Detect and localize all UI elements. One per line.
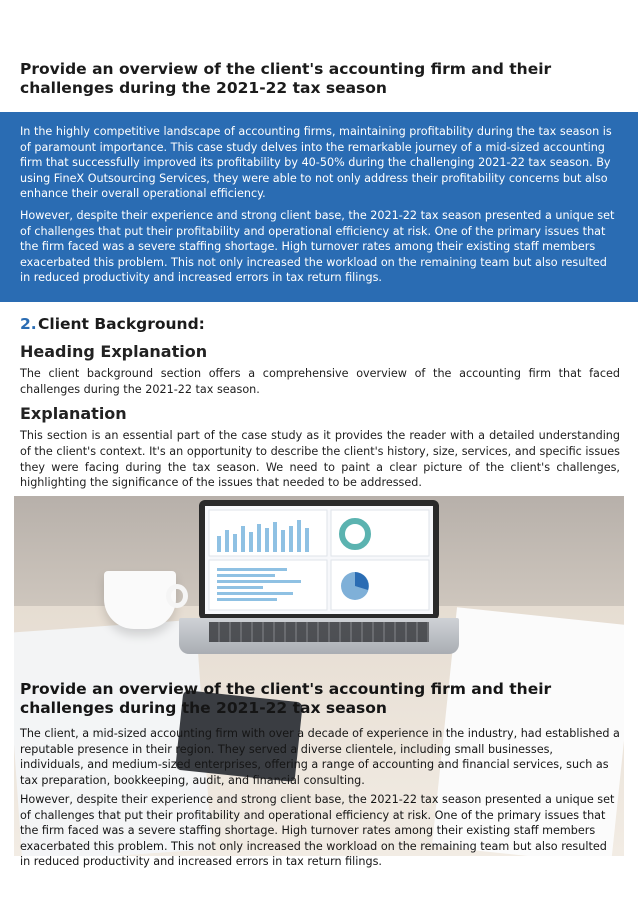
section-number: 2. [20, 315, 37, 333]
coffee-cup-icon [104, 571, 176, 629]
intro-paragraph-1: In the highly competitive landscape of accounting firms, maintaining profitability during the tax season is of paramount importance. This case study delves into the remarkable journey of a mid-sized accounting firm that successfully improved its profitability by 40-50% during the challenging 2021-22 tax season. By using FineX Outsourcing Services, they were able to not only address their profitability concerns but also enhance their overall operational efficiency. [20, 125, 612, 201]
overlay-paragraph-1: The client, a mid-sized accounting firm with over a decade of experience in the industry, had established a reputable presence in their region. They served a diverse clientele, including small businesses, individuals, and medium-sized enterprises, offering a range of accounting and financial services, such as tax preparation, bookkeeping, audit, and financial consulting. [20, 727, 620, 787]
cup-handle [166, 584, 188, 608]
intro-band [0, 112, 638, 302]
overlay-paragraph-2: However, despite their experience and strong client base, the 2021-22 tax season presented a unique set of challenges that put their profitability and operational efficiency at risk. One of the primary issues that the firm faced was a severe staffing shortage. High turnover rates among their existing staff members exacerbated this problem. This not only increased the workload on the remaining team but also resulted in reduced productivity and increased errors in tax return filings. [20, 793, 615, 869]
heading-explanation-text: The client background section offers a comprehensive overview of the accounting firm that faced challenges during the 2021-22 tax season. [20, 367, 620, 396]
laptop-keyboard [209, 622, 429, 642]
laptop-screen [199, 500, 439, 620]
intro-paragraph-2: However, despite their experience and strong client base, the 2021-22 tax season presented a unique set of challenges that put their profitability and operational efficiency at risk. One of the primary issues that the firm faced was a severe staffing shortage. High turnover rates among their existing staff members exacerbated this problem. This not only increased the workload on the remaining team but also resulted in reduced productivity and increased errors in tax return filings. [20, 209, 615, 285]
dashboard-graphics [205, 506, 433, 614]
section-title: Client Background: [38, 315, 205, 333]
page-title: Provide an overview of the client's accounting firm and their challenges during the 2021-22 tax season [20, 60, 552, 97]
explanation-title: Explanation [20, 404, 127, 423]
overlay-title: Provide an overview of the client's accounting firm and their challenges during the 2021-22 tax season [20, 680, 552, 717]
explanation-text: This section is an essential part of the case study as it provides the reader with a detailed understanding of the client's context. It's an opportunity to describe the client's history, size, services, and specific issues they were facing during the tax season. We need to paint a clear picture of the client's challenges, highlighting the significance of the issues that needed to be addressed. [20, 429, 620, 490]
laptop-dashboard [205, 506, 433, 614]
heading-explanation-title: Heading Explanation [20, 342, 208, 361]
dashboard-panel-3 [209, 560, 327, 610]
dashboard-panel-2 [331, 510, 429, 556]
